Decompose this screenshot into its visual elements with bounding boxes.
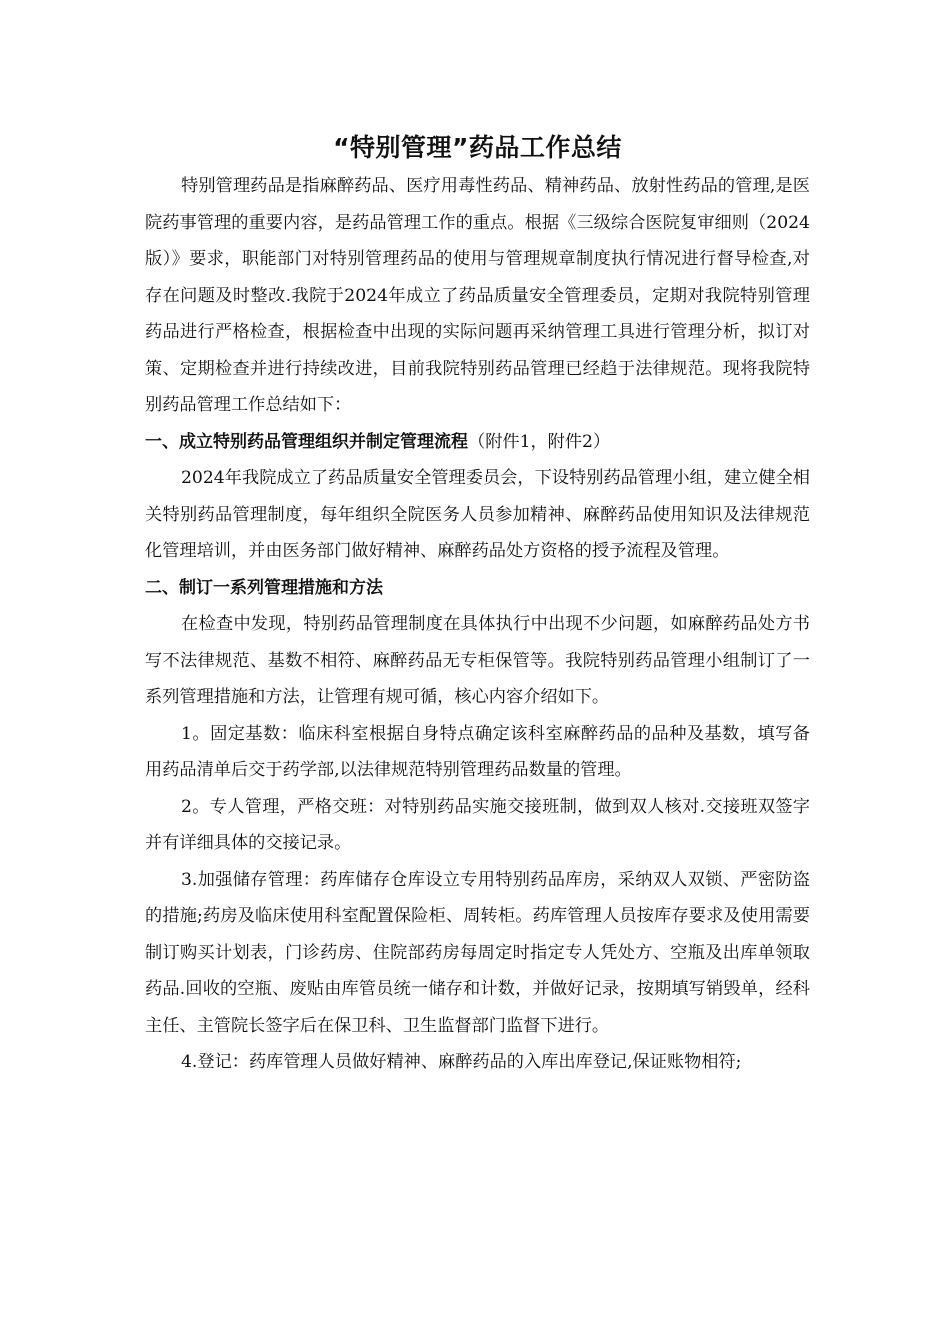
intro-paragraph: 特别管理药品是指麻醉药品、医疗用毒性药品、精神药品、放射性药品的管理,是医院药事管理的重要内容，是药品管理工作的重点。根据《三级综合医院复审细则（2024版）》要求，职能部门对特别管理药品的使用与管理规章制度执行情况进行督导检查,对存在问题及时整改.我院于2024年成立了药品质量安全管理委员，定期对我院特别管理药品进行严格检查，根据检查中出现的实际问题再采纳管理工具进行管理分析，拟订对策、定期检查并进行持续改进，目前我院特别药品管理已经趋于法律规范。现将我院特别药品管理工作总结如下： xyxy=(145,176,810,415)
section-2-paragraph: 在检查中发现，特别药品管理制度在具体执行中出现不少问题，如麻醉药品处方书写不法律规范、基数不相符、麻醉药品无专柜保管等。我院特别药品管理小组制订了一系列管理措施和方法，让管理有规可循，核心内容介绍如下。 xyxy=(145,614,810,707)
document-body xyxy=(145,128,810,1081)
measure-item-1: 1。固定基数：临床科室根据自身特点确定该科室麻醉药品的品种及基数，填写备用药品清单后交于药学部,以法律规范特别管理药品数量的管理。 xyxy=(145,723,810,780)
section-1-attachment-note: （附件1，附件2） xyxy=(468,431,611,452)
measure-item-4: 4.登记：药库管理人员做好精神、麻醉药品的入库出库登记,保证账物相符; xyxy=(181,1052,742,1072)
section-2-heading-line xyxy=(145,570,810,607)
section-1-paragraph: 2024年我院成立了药品质量安全管理委员会，下设特别药品管理小组，建立健全相关特别药品管理制度，每年组织全院医务人员参加精神、麻醉药品使用知识及法律规范化管理培训，并由医务部门做好精神、麻醉药品处方资格的授予流程及管理。 xyxy=(145,468,810,561)
measure-item-2: 2。专人管理，严格交班：对特别药品实施交接班制，做到双人核对.交接班双签字并有详细具体的交接记录。 xyxy=(145,796,810,853)
document-title: “特别管理”药品工作总结 xyxy=(333,133,622,162)
section-1-heading: 一、成立特别药品管理组织并制定管理流程 xyxy=(145,431,468,452)
measure-item-3: 3.加强储存管理：药库储存仓库设立专用特别药品库房，采纳双人双锁、严密防盗的措施;药房及临床使用科室配置保险柜、周转柜。药库管理人员按库存要求及使用需要制订购买计划表，门诊药房、住院部药房每周定时指定专人凭处方、空瓶及出库单领取药品.回收的空瓶、废贴由库管员统一储存和计数，并做好记录，按期填写销毁单，经科主任、主管院长签字后在保卫科、卫生监督部门监督下进行。 xyxy=(145,869,810,1036)
section-1-heading-line xyxy=(145,424,810,461)
section-2-heading: 二、制订一系列管理措施和方法 xyxy=(145,577,383,598)
